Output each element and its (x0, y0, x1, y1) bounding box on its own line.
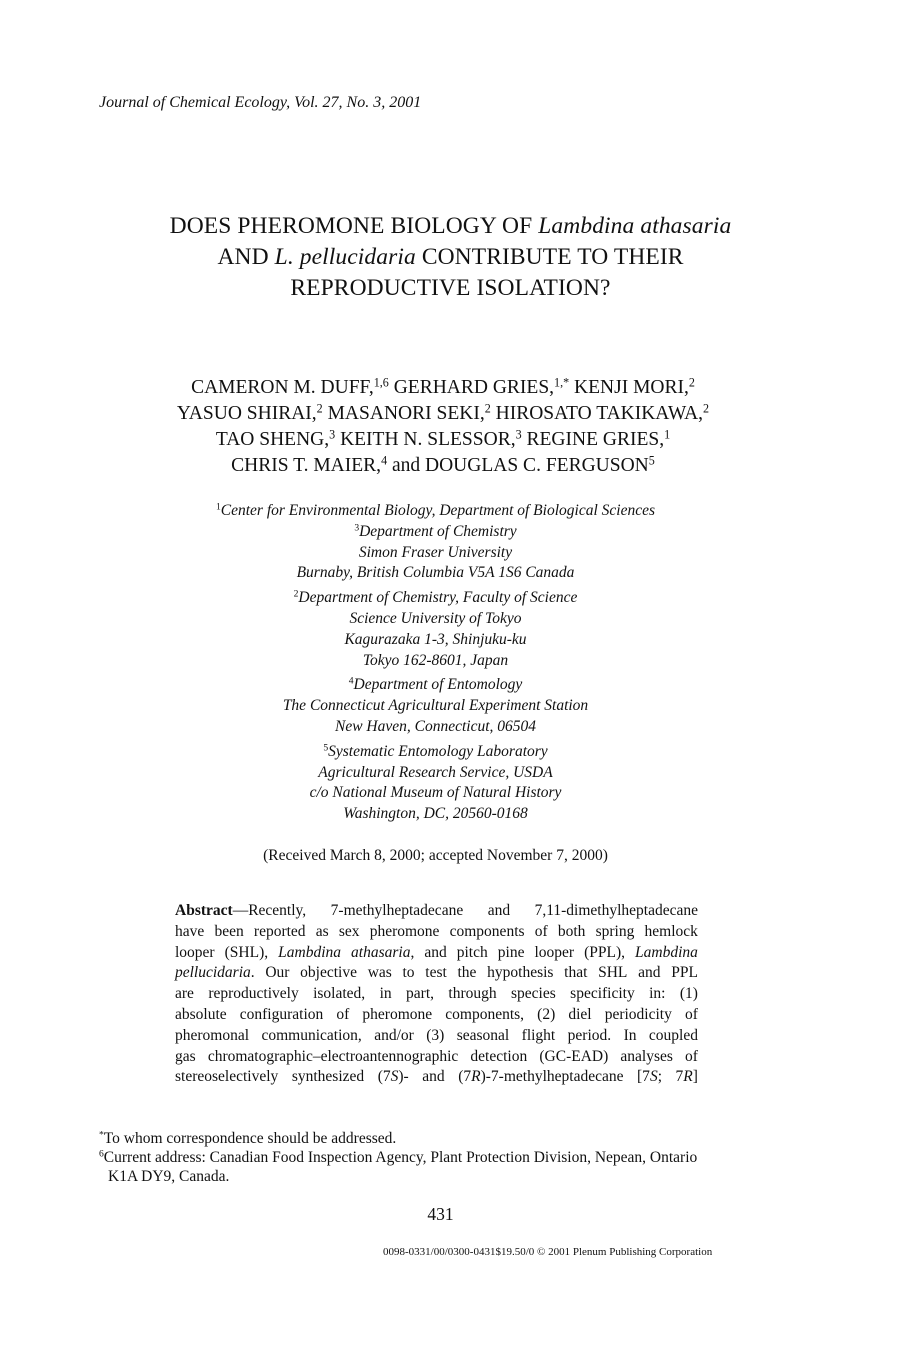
abstract-word: pheromone (362, 1005, 433, 1023)
title-species: L. pellucidaria (274, 244, 416, 270)
paper-title (0, 211, 901, 304)
affiliation-line (0, 563, 871, 584)
abstract-word: reported (253, 922, 306, 940)
affiliation-mark: 4 (348, 676, 354, 688)
footnote (99, 1167, 779, 1186)
author-name: TAO SHENG, (215, 429, 330, 450)
affiliation-text: Burnaby, British Columbia V5A 1S6 Canada (296, 564, 575, 582)
affiliation-text: Washington, DC, 20560-0168 (343, 805, 528, 823)
affiliation-text: Tokyo 162-8601, Japan (362, 651, 509, 669)
affiliation-mark: 5 (323, 742, 329, 754)
abstract-word: configuration (239, 1005, 324, 1023)
author-name: GERHARD GRIES, (388, 377, 555, 398)
abstract-word: looper (534, 943, 575, 961)
abstract-word: and/or (374, 1026, 414, 1044)
affiliation-line (0, 630, 871, 651)
abstract-word: Lambdina (278, 943, 341, 961)
author-name: HIROSATO TAKIKAWA, (490, 403, 704, 424)
abstract-word: absolute (175, 1005, 227, 1023)
affiliation-line (0, 742, 871, 763)
abstract-line (175, 922, 698, 943)
affiliation-text: Kagurazaka 1-3, Shinjuku-ku (344, 630, 527, 648)
abstract-word: spring (595, 922, 635, 940)
abstract-word: hypothesis (487, 964, 554, 982)
abstract (175, 901, 698, 1088)
author-name: CAMERON M. DUFF, (191, 377, 374, 398)
abstract-word: chromatographic–electroantennographic (207, 1047, 459, 1065)
footnote-mark: 6 (99, 1148, 104, 1160)
affiliation-text: Department of Entomology (353, 676, 523, 694)
journal-header: Journal of Chemical Ecology, Vol. 27, No. 3, 2001 (99, 94, 422, 111)
affiliation-group (0, 588, 871, 671)
abstract-word: are (175, 985, 194, 1003)
abstract-word: Our (265, 964, 290, 982)
author-name: YASUO SHIRAI, (176, 403, 317, 424)
abstract-label: Abstract (175, 902, 233, 919)
abstract-word: in (379, 985, 392, 1003)
author-name: MASANORI SEKI, (322, 403, 485, 424)
abstract-line (175, 1026, 698, 1047)
abstract-word: test (425, 964, 447, 982)
abstract-word: communication, (261, 1026, 362, 1044)
author-affiliation-mark: 4 (381, 453, 388, 468)
abstract-word: (2) (537, 1005, 556, 1023)
abstract-word: athasaria, (351, 943, 415, 961)
title-text: CONTRIBUTE TO THEIR (415, 244, 684, 270)
footnote-mark: * (99, 1129, 104, 1141)
title-line-3: REPRODUCTIVE ISOLATION? (290, 275, 611, 301)
title-text: AND (217, 244, 275, 270)
abstract-word: analyses (620, 1047, 673, 1065)
author-affiliation-mark: 3 (515, 427, 522, 442)
affiliation-line (0, 522, 871, 543)
author-affiliation-mark: 1 (664, 427, 671, 442)
abstract-word: pheromonal (175, 1026, 250, 1044)
affiliation-line (0, 609, 871, 630)
affiliation-text: Systematic Entomology Laboratory (328, 742, 548, 760)
author-affiliation-mark: 5 (648, 453, 655, 468)
footnote (99, 1129, 779, 1148)
affiliation-text: Simon Fraser University (358, 543, 513, 561)
affiliation-line (0, 717, 871, 738)
author-affiliation-mark: 2 (316, 401, 323, 416)
affiliation-group (0, 675, 871, 737)
author-affiliation-mark: 1,* (554, 375, 570, 390)
author-affiliation-mark: 2 (484, 401, 491, 416)
abstract-word: 7-methylheptadecane (330, 902, 464, 919)
abstract-word: objective (300, 964, 357, 982)
affiliation-text: New Haven, Connecticut, 06504 (334, 717, 537, 735)
title-line-1 (0, 211, 901, 242)
abstract-word: (GC-EAD) (539, 1047, 609, 1065)
affiliation-mark: 3 (354, 522, 360, 534)
abstract-word: have (175, 922, 205, 940)
abstract-word: been (214, 922, 244, 940)
abstract-word: of (336, 1005, 350, 1023)
abstract-word: to (402, 964, 415, 982)
affiliation-text: Agricultural Research Service, USDA (318, 763, 553, 781)
abstract-word: (1) (679, 985, 698, 1003)
abstract-word: (3) (426, 1026, 445, 1044)
title-line-2 (0, 242, 901, 273)
abstract-word: specificity (570, 985, 635, 1003)
abstract-word: pheromone (369, 922, 440, 940)
affiliation-line (0, 543, 871, 564)
abstract-word: coupled (648, 1026, 698, 1044)
abstract-word: as (315, 922, 329, 940)
affiliation-line (0, 675, 871, 696)
abstract-word: part, (406, 985, 435, 1003)
author-affiliation-mark: 2 (703, 401, 710, 416)
affiliation-text: The Connecticut Agricultural Experiment Station (282, 697, 589, 715)
abstract-word: periodicity (604, 1005, 672, 1023)
abstract-word: of (684, 1005, 698, 1023)
abstract-word: (7S)- (377, 1068, 409, 1086)
abstract-word: the (457, 964, 477, 982)
author-name: KEITH N. SLESSOR, (335, 429, 516, 450)
abstract-word: both (557, 922, 586, 940)
affiliation-line (0, 763, 871, 784)
abstract-line (175, 963, 698, 984)
abstract-word: components, (445, 1005, 525, 1023)
page-number: 431 (427, 1204, 454, 1224)
abstract-word: (SHL), (224, 943, 269, 961)
affiliation-group (0, 501, 871, 584)
abstract-word: sex (338, 922, 360, 940)
affiliation-group (0, 742, 871, 825)
abstract-word: SHL (598, 964, 628, 982)
author-affiliation-mark: 3 (329, 427, 336, 442)
affiliation-line (0, 696, 871, 717)
abstract-line (175, 984, 698, 1005)
affiliation-mark: 2 (293, 588, 299, 600)
abstract-word: 7,11-dimethylheptadecane (534, 902, 698, 919)
abstract-word: hemlock (644, 922, 698, 940)
copyright-line: 0098-0331/00/0300-0431$19.50/0 © 2001 Plenum Publishing Corporation (383, 1246, 713, 1258)
footnotes (99, 1129, 779, 1186)
abstract-word: synthesized (291, 1068, 365, 1086)
abstract-word: reproductively (208, 985, 299, 1003)
affiliation-text: Department of Chemistry (359, 522, 517, 540)
abstract-word: stereoselectively (175, 1068, 279, 1086)
author-line (0, 453, 886, 479)
title-species: Lambdina athasaria (538, 213, 732, 239)
affiliations (0, 501, 871, 829)
abstract-word: and (422, 1068, 445, 1086)
abstract-word: Lambdina (635, 943, 698, 961)
abstract-word: of (534, 922, 548, 940)
abstract-word: diel (568, 1005, 592, 1023)
received-dates: (Received March 8, 2000; accepted November 7, 2000) (263, 847, 608, 864)
abstract-word: (7R)-7-methylheptadecane (458, 1068, 624, 1086)
affiliation-line (0, 501, 871, 522)
abstract-word: PPL (671, 964, 698, 982)
footnote (99, 1148, 779, 1167)
abstract-word: looper (175, 943, 215, 961)
abstract-word: and (638, 964, 661, 982)
author-list (0, 375, 886, 479)
author-line (0, 401, 886, 427)
footnote-text: K1A DY9, Canada. (108, 1168, 230, 1185)
abstract-line (175, 943, 698, 964)
abstract-line (175, 1067, 698, 1088)
author-line (0, 427, 886, 453)
abstract-word: pellucidaria. (175, 964, 255, 982)
author-line (0, 375, 886, 401)
abstract-word: In (623, 1026, 637, 1044)
abstract-word: 7R] (675, 1068, 698, 1086)
abstract-word: of (685, 1047, 698, 1065)
author-name: and DOUGLAS C. FERGUSON (387, 455, 649, 476)
abstract-word: pitch (456, 943, 488, 961)
abstract-word: pine (497, 943, 525, 961)
abstract-word: [7S; (637, 1068, 662, 1086)
author-affiliation-mark: 1,6 (373, 375, 389, 390)
abstract-word: isolated, (313, 985, 366, 1003)
abstract-word: in: (649, 985, 666, 1003)
footnote-text: To whom correspondence should be addressed. (103, 1130, 397, 1147)
affiliation-text: Department of Chemistry, Faculty of Science (298, 589, 578, 607)
abstract-word: flight (521, 1026, 556, 1044)
affiliation-text: c/o National Museum of Natural History (309, 784, 562, 802)
abstract-word: was (367, 964, 392, 982)
abstract-word: and (424, 943, 447, 961)
abstract-word: Abstract—Recently, (175, 902, 307, 919)
abstract-word: and (487, 902, 511, 919)
abstract-word: seasonal (456, 1026, 510, 1044)
title-text: DOES PHEROMONE BIOLOGY OF (169, 213, 539, 239)
abstract-word: detection (470, 1047, 528, 1065)
affiliation-line (0, 804, 871, 825)
abstract-word: gas (175, 1047, 196, 1065)
affiliation-text: Science University of Tokyo (349, 609, 522, 627)
author-name: KENJI MORI, (569, 377, 689, 398)
abstract-line (175, 1047, 698, 1068)
author-name: CHRIS T. MAIER, (231, 455, 382, 476)
author-affiliation-mark: 2 (688, 375, 695, 390)
footnote-text: Current address: Canadian Food Inspection Agency, Plant Protection Division, Nepean, Ontario (103, 1149, 698, 1166)
abstract-word: that (564, 964, 588, 982)
abstract-word: through (448, 985, 497, 1003)
abstract-word: (PPL), (584, 943, 626, 961)
affiliation-line (0, 651, 871, 672)
abstract-word: components (449, 922, 525, 940)
abstract-line (175, 901, 698, 922)
affiliation-line (0, 783, 871, 804)
affiliation-mark: 1 (215, 501, 221, 513)
abstract-word: species (511, 985, 556, 1003)
author-name: REGINE GRIES, (521, 429, 665, 450)
affiliation-text: Center for Environmental Biology, Department of Biological Sciences (220, 502, 655, 519)
abstract-line (175, 1005, 698, 1026)
abstract-word: period. (567, 1026, 612, 1044)
affiliation-line (0, 588, 871, 609)
